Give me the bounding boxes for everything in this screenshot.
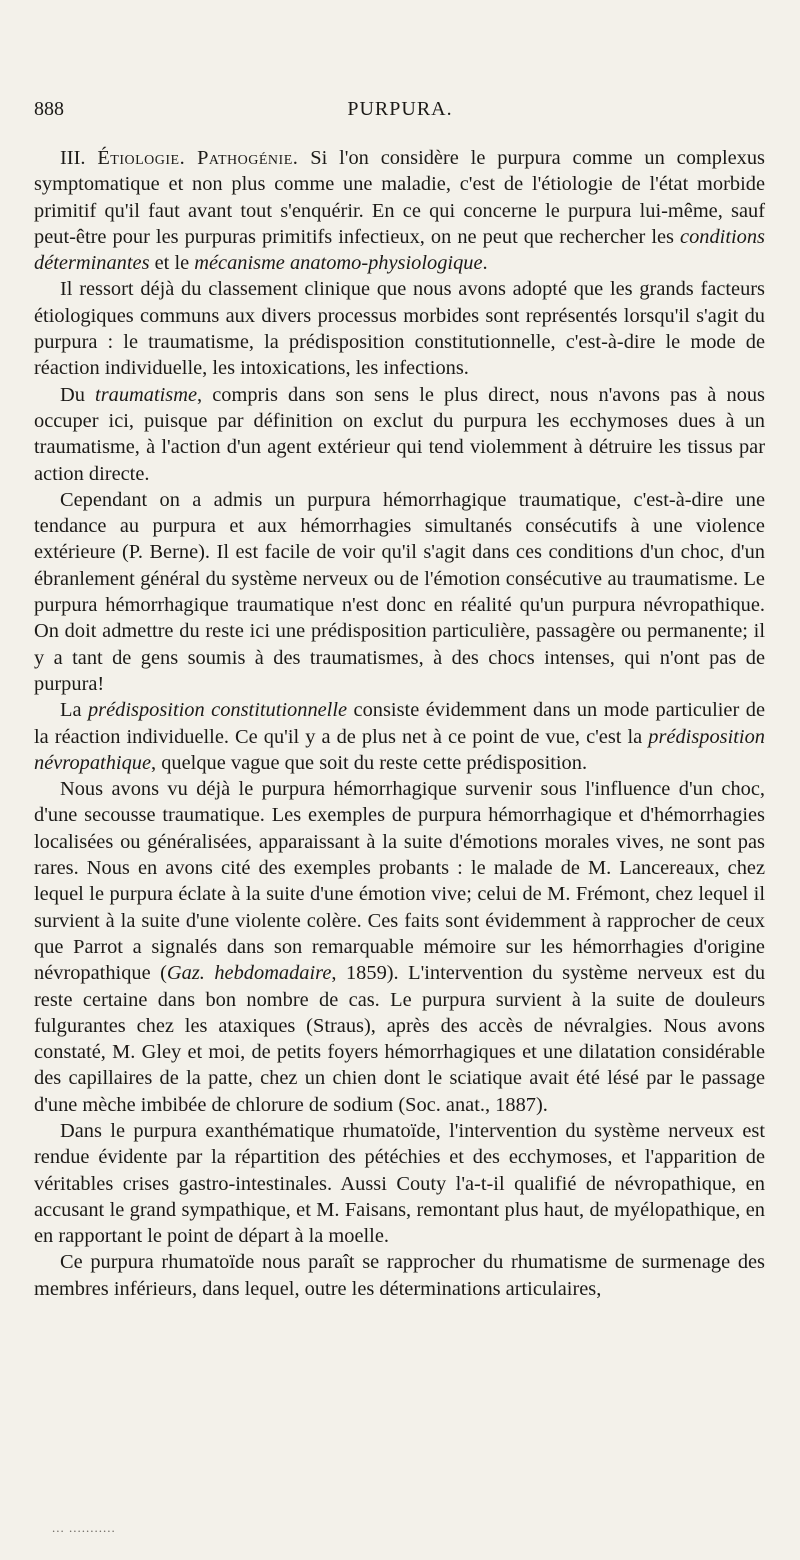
- text-run: .: [482, 252, 488, 275]
- section-number: III.: [60, 147, 98, 169]
- section-heading-etiologie: Étiologie.: [97, 147, 186, 169]
- paragraph: [34, 276, 765, 381]
- text-run: Ce purpura rhumatoïde nous paraît se rapprocher du rhumatisme de surmenage des membres inférieurs, dans lequel, outre les déterminations articulaires,: [34, 1251, 765, 1300]
- text-run: Dans le purpura exanthématique rhumatoïde, l'intervention du système nerveux est rendue évidente par la répartition des pétéchies et des ecchymoses, et l'apparition de véritables crises gastro-intestinales. Aussi Couty l'a-t-il qualifié de névropathique, en accusant le grand sympathique, et M. Faisans, remontant plus haut, de myélopathique, en en rapportant le point de départ à la moelle.: [34, 1119, 765, 1248]
- text-run: Si l'on considère le purpura comme un complexus symptomatique et non plus comme une maladie, c'est de l'étiologie de l'état morbide primitif qu'il faut avant tout s'enquérir. En ce qui concerne le purpura lui-même, sauf peut-être pour les purpuras primitifs infectieux, on ne peut que rechercher les: [34, 147, 765, 248]
- text-run: , quelque vague que soit du reste cette prédisposition.: [151, 751, 588, 774]
- text-run: La: [60, 699, 88, 722]
- paragraph: [34, 487, 765, 697]
- footer-marks: ... ...........: [52, 1520, 116, 1535]
- paragraph: [34, 697, 765, 776]
- page-header: [34, 98, 766, 128]
- paragraph: [34, 145, 765, 276]
- italic-term: prédisposition névropathique: [34, 725, 765, 774]
- text-run: Cependant on a admis un purpura hémorrhagique traumatique, c'est-à-dire une tendance au purpura et aux hémorrhagies simultanés consécutifs à une violence extérieure (P. Berne). Il est facile de voir qu'il s'agit dans ces conditions d'un choc, d'un ébranlement général du système nerveux ou de l'émotion consécutive au traumatisme. Le purpura hémorrhagique traumatique n'est donc en réalité qu'un purpura névropathique. On doit admettre du reste ici une prédisposition particulière, passagère ou permanente; il y a tant de gens soumis à des traumatismes, à des chocs intenses, qui n'ont pas de purpura!: [34, 488, 765, 695]
- section-heading-pathogenie: Pathogénie.: [197, 147, 299, 169]
- italic-term: prédisposition constitutionnelle: [87, 699, 348, 722]
- text-run: Du: [60, 383, 96, 406]
- text-run: Il ressort déjà du classement clinique que nous avons adopté que les grands facteurs étiologiques communs aux divers processus morbides sont représentés lorsqu'il s'agit du purpura : le traumatisme, la prédisposition constitutionnelle, c'est-à-dire le mode de réaction individuelle, les intoxications, les infections.: [34, 278, 765, 380]
- italic-term: Gaz. hebdomadaire: [166, 962, 332, 985]
- paragraph: [34, 1118, 765, 1249]
- text-run: , 1859). L'intervention du système nerveux est du reste certaine dans bon nombre de cas. Le purpura survient à la suite de douleurs fulgurantes chez les ataxiques (Straus), après des accès de névralgies. Nous avons constaté, M. Gley et moi, de petits foyers hémorrhagiques et une dilatation considérable des capillaires de la patte, chez un chien dont le sciatique avait été lésé par le passage d'une mèche imbibée de chlorure de sodium (Soc. anat., 1887).: [34, 962, 766, 1116]
- italic-term: conditions déterminantes: [34, 225, 765, 275]
- text-run: consiste évidemment dans un mode particulier de la réaction individuelle. Ce qu'il y a de plus net à ce point de vue, c'est la: [34, 699, 766, 748]
- paragraph: [34, 382, 765, 487]
- text-run: et le: [149, 252, 195, 275]
- italic-term: mécanisme anatomo-physiologique: [194, 252, 483, 275]
- italic-term: traumatisme: [95, 383, 198, 406]
- text-run: Nous avons vu déjà le purpura hémorrhagique survenir sous l'influence d'un choc, d'une secousse traumatique. Les exemples de purpura hémorrhagique et d'hémorrhagies localisées ou généralisées, apparaissant à la suite d'émotions morales vives, ne sont pas rares. Nous en avons cité des exemples probants : le malade de M. Lancereaux, chez lequel le purpura éclate à la suite d'une émotion vive; celui de M. Frémont, chez lequel il survient à la suite d'une violente colère. Ces faits sont évidemment à rapprocher de ceux que Parrot a signalés dans son remarquable mémoire sur les hémorrhagies d'origine névropathique (: [34, 778, 765, 985]
- page-number: 888: [34, 98, 64, 120]
- body-text: [34, 145, 765, 1302]
- paragraph: [34, 1249, 765, 1302]
- running-title: PURPURA.: [347, 98, 453, 120]
- paragraph: [34, 776, 765, 1118]
- text-run: , compris dans son sens le plus direct, nous n'avons pas à nous occuper ici, puisque par définition on exclut du purpura les ecchymoses dues à un traumatisme, à l'action d'un agent extérieur qui tend violemment à détruire les tissus par action directe.: [34, 383, 765, 485]
